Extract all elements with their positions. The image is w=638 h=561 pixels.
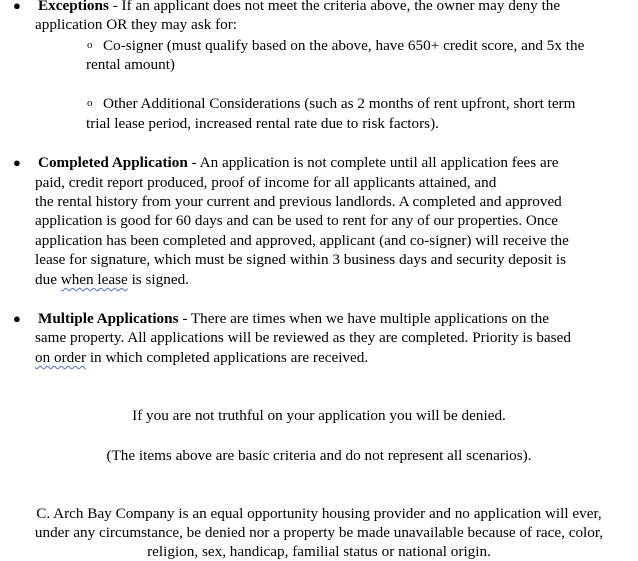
exceptions-text-1: If an applicant does not meet the criteria above, the owner may deny the (121, 0, 561, 14)
equal-opportunity-line-3: religion, sex, handicap, familial status or national origin. (147, 543, 491, 560)
exceptions-heading: Exceptions (38, 0, 109, 14)
multiple-line-2: same property. All applications will be reviewed as they are completed. Priority is based (35, 329, 571, 346)
sub-bullet-cosigner: o (87, 39, 93, 51)
cosigner-line-1: Co-signer (must qualify based on the above, have 650+ credit score, and 5x the (103, 37, 585, 54)
criteria-note: (The items above are basic criteria and do not represent all scenarios). (106, 447, 532, 464)
completed-line-6: lease for signature, which must be signed within 3 business days and security deposit is (35, 251, 567, 268)
multiple-text-1: There are times when we have multiple applications on the (190, 310, 549, 327)
completed-heading: Completed Application (38, 154, 188, 171)
multiple-line-3: on order in which completed applications are received. (35, 349, 369, 366)
equal-opportunity-line-1: C. Arch Bay Company is an equal opportunity housing provider and no application will ever, (36, 505, 602, 522)
completed-line-1: Completed Application - An application is not complete until all application fees are (38, 154, 559, 171)
multiple-line-1: Multiple Applications - There are times when we have multiple applications on the (38, 310, 549, 327)
exceptions-line-1: Exceptions - If an applicant does not meet the criteria above, the owner may deny the (38, 0, 560, 15)
exceptions-line-2: application OR they may ask for: (35, 16, 238, 33)
other-line-1: Other Additional Considerations (such as 2 months of rent upfront, short term (103, 95, 576, 112)
completed-line-3: the rental history from your current and previous landlords. A completed and approved (35, 193, 562, 210)
bullet-multiple: ● (13, 311, 21, 326)
completed-line-7: due when lease is signed. (35, 271, 189, 288)
bullet-completed: ● (13, 155, 21, 170)
sub-bullet-other: o (87, 97, 93, 109)
spellcheck-squiggle-on-order: on order (35, 349, 87, 366)
completed-text-1: An application is not complete until all application fees are (199, 154, 559, 171)
cosigner-line-2: rental amount) (86, 56, 175, 73)
completed-line-5: application has been completed and approved, applicant (and co-signer) will receive the (35, 232, 569, 249)
spellcheck-squiggle-when-lease: when lease (60, 271, 128, 288)
completed-line-2: paid, credit report produced, proof of income for all applicants attained, and (35, 174, 497, 191)
truthful-notice: If you are not truthful on your application you will be denied. (132, 407, 506, 424)
bullet-exceptions: ● (13, 0, 21, 13)
equal-opportunity-line-2: under any circumstance, be denied nor a property be made unavailable because of race, color, (34, 524, 604, 541)
completed-line-4: application is good for 60 days and can be used to rent for any of our properties. Once (35, 212, 558, 229)
other-line-2: trial lease period, increased rental rate due to risk factors). (86, 115, 439, 132)
multiple-heading: Multiple Applications (38, 310, 179, 327)
